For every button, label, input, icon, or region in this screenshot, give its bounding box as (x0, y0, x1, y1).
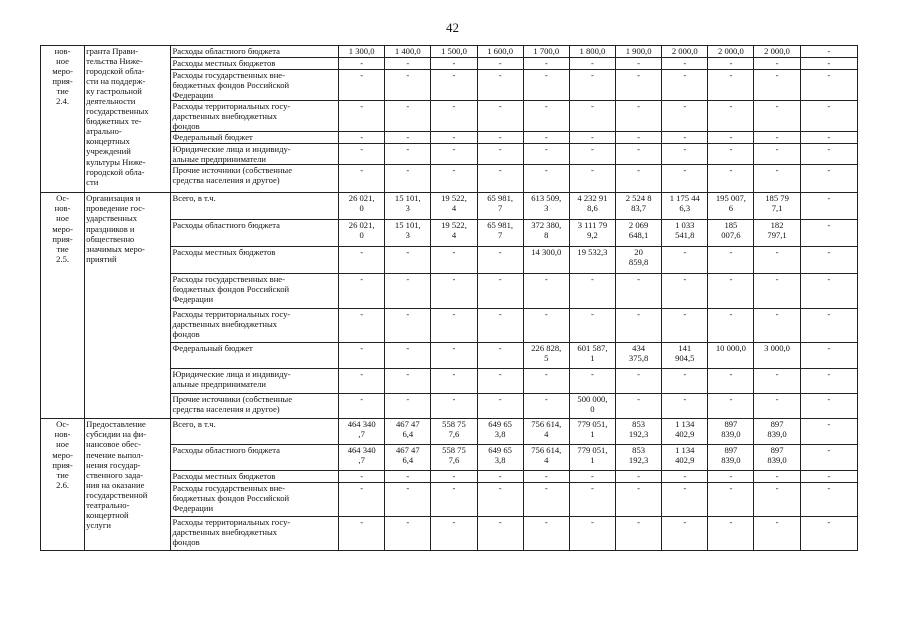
last-value-cell: - (800, 132, 857, 144)
value-cell: - (523, 394, 569, 419)
value-cell: - (569, 517, 615, 551)
value-cell: 4 232 91 8,6 (569, 193, 615, 220)
value-cell: 649 65 3,8 (477, 419, 523, 445)
table-row (41, 46, 858, 58)
value-cell: - (616, 144, 662, 165)
value-cell: - (569, 58, 615, 70)
value-cell: - (431, 471, 477, 483)
funding-source: Федеральный бюджет (171, 343, 339, 369)
last-value-cell: - (800, 394, 857, 419)
value-cell: 756 614, 4 (523, 445, 569, 471)
value-cell: - (708, 247, 754, 274)
value-cell: - (339, 369, 385, 394)
value-cell: 1 900,0 (616, 46, 662, 58)
measure-description: Организация и проведение гос- ударственных праздников и общественно значимых меро- приятий (85, 193, 171, 419)
value-cell: - (477, 247, 523, 274)
value-cell: - (662, 58, 708, 70)
value-cell: - (431, 144, 477, 165)
value-cell: - (754, 369, 800, 394)
value-cell: 2 069 648,1 (616, 220, 662, 247)
value-cell: - (569, 144, 615, 165)
last-value-cell: - (800, 70, 857, 101)
value-cell: 1 134 402,9 (662, 419, 708, 445)
value-cell: - (662, 517, 708, 551)
value-cell: 500 000, 0 (569, 394, 615, 419)
value-cell: - (431, 165, 477, 193)
funding-source: Расходы территориальных госу- дарственных внебюджетных фондов (171, 101, 339, 132)
value-cell: - (431, 101, 477, 132)
budget-table (40, 45, 858, 551)
funding-source: Всего, в т.ч. (171, 193, 339, 220)
value-cell: - (569, 471, 615, 483)
funding-source: Расходы государственных вне- бюджетных фондов Российской Федерации (171, 483, 339, 517)
value-cell: 15 101, 3 (385, 220, 431, 247)
value-cell: - (569, 309, 615, 343)
funding-source: Расходы государственных вне- бюджетных фондов Российской Федерации (171, 70, 339, 101)
value-cell: - (523, 101, 569, 132)
last-value-cell: - (800, 274, 857, 309)
value-cell: 464 340 ,7 (339, 419, 385, 445)
value-cell: - (754, 274, 800, 309)
last-value-cell: - (800, 309, 857, 343)
value-cell: - (708, 144, 754, 165)
value-cell: - (385, 394, 431, 419)
value-cell: 20 859,8 (616, 247, 662, 274)
value-cell: - (385, 70, 431, 101)
value-cell: - (385, 58, 431, 70)
value-cell: - (708, 309, 754, 343)
value-cell: - (708, 471, 754, 483)
value-cell: 853 192,3 (616, 445, 662, 471)
value-cell: - (616, 394, 662, 419)
last-value-cell: - (800, 58, 857, 70)
value-cell: - (754, 101, 800, 132)
value-cell: - (708, 165, 754, 193)
value-cell: - (339, 70, 385, 101)
measure-name: нов- ное меро- прия- тие 2.4. (41, 46, 85, 193)
value-cell: - (431, 58, 477, 70)
last-value-cell: - (800, 343, 857, 369)
value-cell: - (662, 369, 708, 394)
last-value-cell: - (800, 247, 857, 274)
value-cell: - (754, 471, 800, 483)
last-value-cell: - (800, 483, 857, 517)
value-cell: - (616, 471, 662, 483)
value-cell: - (339, 58, 385, 70)
value-cell: - (339, 101, 385, 132)
value-cell: 779 051, 1 (569, 445, 615, 471)
value-cell: - (616, 369, 662, 394)
funding-source: Расходы местных бюджетов (171, 247, 339, 274)
value-cell: 558 75 7,6 (431, 419, 477, 445)
value-cell: - (477, 58, 523, 70)
value-cell: - (385, 144, 431, 165)
last-value-cell: - (800, 517, 857, 551)
value-cell: - (754, 144, 800, 165)
value-cell: 372 380, 8 (523, 220, 569, 247)
value-cell: - (523, 132, 569, 144)
value-cell: - (754, 58, 800, 70)
value-cell: 1 175 44 6,3 (662, 193, 708, 220)
value-cell: - (662, 101, 708, 132)
value-cell: - (662, 471, 708, 483)
value-cell: 226 828, 5 (523, 343, 569, 369)
value-cell: - (477, 274, 523, 309)
value-cell: - (523, 274, 569, 309)
value-cell: 1 134 402,9 (662, 445, 708, 471)
value-cell: 2 524 8 83,7 (616, 193, 662, 220)
value-cell: - (662, 247, 708, 274)
value-cell: - (339, 343, 385, 369)
funding-source: Расходы областного бюджета (171, 46, 339, 58)
value-cell: - (385, 132, 431, 144)
value-cell: - (708, 517, 754, 551)
funding-source: Прочие источники (собственные средства населения и другое) (171, 165, 339, 193)
funding-source: Федеральный бюджет (171, 132, 339, 144)
value-cell: 1 300,0 (339, 46, 385, 58)
value-cell: - (477, 483, 523, 517)
value-cell: 14 300,0 (523, 247, 569, 274)
value-cell: - (662, 394, 708, 419)
value-cell: - (754, 247, 800, 274)
value-cell: - (754, 394, 800, 419)
table-row (41, 419, 858, 445)
value-cell: 65 981, 7 (477, 220, 523, 247)
value-cell: - (754, 309, 800, 343)
value-cell: - (477, 132, 523, 144)
value-cell: - (339, 517, 385, 551)
value-cell: 897 839,0 (708, 445, 754, 471)
value-cell: - (385, 343, 431, 369)
value-cell: - (339, 471, 385, 483)
value-cell: 467 47 6,4 (385, 445, 431, 471)
value-cell: - (616, 165, 662, 193)
funding-source: Расходы территориальных госу- дарственных внебюджетных фондов (171, 309, 339, 343)
value-cell: - (477, 517, 523, 551)
value-cell: - (431, 343, 477, 369)
value-cell: - (431, 483, 477, 517)
last-value-cell: - (800, 369, 857, 394)
value-cell: - (431, 369, 477, 394)
value-cell: - (523, 517, 569, 551)
value-cell: 185 007,6 (708, 220, 754, 247)
value-cell: - (754, 132, 800, 144)
value-cell: - (662, 483, 708, 517)
value-cell: - (708, 132, 754, 144)
funding-source: Расходы областного бюджета (171, 445, 339, 471)
value-cell: 2 000,0 (754, 46, 800, 58)
value-cell: 141 904,5 (662, 343, 708, 369)
value-cell: - (569, 70, 615, 101)
value-cell: - (385, 369, 431, 394)
value-cell: - (616, 483, 662, 517)
value-cell: - (662, 165, 708, 193)
value-cell: 182 797,1 (754, 220, 800, 247)
value-cell: - (662, 309, 708, 343)
last-value-cell: - (800, 445, 857, 471)
value-cell: - (616, 309, 662, 343)
value-cell: - (662, 144, 708, 165)
value-cell: - (385, 165, 431, 193)
value-cell: 779 051, 1 (569, 419, 615, 445)
value-cell: - (385, 309, 431, 343)
funding-source: Расходы областного бюджета (171, 220, 339, 247)
value-cell: 897 839,0 (754, 419, 800, 445)
value-cell: - (431, 309, 477, 343)
last-value-cell: - (800, 46, 857, 58)
funding-source: Юридические лица и индивиду- альные предприниматели (171, 144, 339, 165)
funding-source: Прочие источники (собственные средства населения и другое) (171, 394, 339, 419)
table-body (41, 46, 858, 551)
measure-description: гранта Прави- тельства Ниже- городской обла- сти на поддерж- ку гастрольной деятельности государственных бюджетных те- атрально- концертных учреждений культуры Ниже- городской обла- сти (85, 46, 171, 193)
value-cell: 26 021, 0 (339, 193, 385, 220)
value-cell: 434 375,8 (616, 343, 662, 369)
value-cell: - (754, 165, 800, 193)
value-cell: - (708, 58, 754, 70)
value-cell: 1 700,0 (523, 46, 569, 58)
value-cell: 649 65 3,8 (477, 445, 523, 471)
value-cell: - (616, 132, 662, 144)
last-value-cell: - (800, 144, 857, 165)
value-cell: - (385, 247, 431, 274)
value-cell: - (662, 274, 708, 309)
value-cell: 1 600,0 (477, 46, 523, 58)
value-cell: - (616, 101, 662, 132)
measure-name: Ос- нов- ное меро- прия- тие 2.6. (41, 419, 85, 551)
value-cell: 601 587, 1 (569, 343, 615, 369)
value-cell: - (708, 70, 754, 101)
value-cell: - (616, 274, 662, 309)
table-row (41, 193, 858, 220)
value-cell: - (708, 369, 754, 394)
value-cell: - (477, 70, 523, 101)
value-cell: 467 47 6,4 (385, 419, 431, 445)
value-cell: 19 522, 4 (431, 193, 477, 220)
value-cell: - (477, 343, 523, 369)
funding-source: Всего, в т.ч. (171, 419, 339, 445)
value-cell: - (523, 471, 569, 483)
value-cell: - (708, 274, 754, 309)
value-cell: - (708, 394, 754, 419)
value-cell: - (339, 165, 385, 193)
value-cell: - (477, 101, 523, 132)
value-cell: 897 839,0 (754, 445, 800, 471)
measure-name: Ос- нов- ное меро- прия- тие 2.5. (41, 193, 85, 419)
value-cell: - (523, 70, 569, 101)
funding-source: Расходы местных бюджетов (171, 471, 339, 483)
value-cell: - (431, 394, 477, 419)
funding-source: Расходы государственных вне- бюджетных фондов Российской Федерации (171, 274, 339, 309)
value-cell: - (569, 132, 615, 144)
value-cell: 464 340 ,7 (339, 445, 385, 471)
value-cell: 185 79 7,1 (754, 193, 800, 220)
value-cell: 853 192,3 (616, 419, 662, 445)
value-cell: 19 522, 4 (431, 220, 477, 247)
last-value-cell: - (800, 220, 857, 247)
value-cell: - (385, 101, 431, 132)
value-cell: - (385, 517, 431, 551)
value-cell: 2 000,0 (708, 46, 754, 58)
funding-source: Расходы местных бюджетов (171, 58, 339, 70)
value-cell: - (523, 483, 569, 517)
value-cell: - (523, 309, 569, 343)
value-cell: - (477, 369, 523, 394)
value-cell: 1 033 541,8 (662, 220, 708, 247)
value-cell: - (569, 101, 615, 132)
value-cell: 558 75 7,6 (431, 445, 477, 471)
value-cell: - (339, 274, 385, 309)
value-cell: - (662, 70, 708, 101)
value-cell: - (662, 132, 708, 144)
value-cell: - (477, 144, 523, 165)
value-cell: - (523, 165, 569, 193)
last-value-cell: - (800, 471, 857, 483)
value-cell: 3 000,0 (754, 343, 800, 369)
value-cell: - (431, 247, 477, 274)
value-cell: - (477, 471, 523, 483)
last-value-cell: - (800, 165, 857, 193)
value-cell: - (708, 101, 754, 132)
value-cell: - (477, 309, 523, 343)
value-cell: 756 614, 4 (523, 419, 569, 445)
value-cell: - (523, 144, 569, 165)
value-cell: - (339, 144, 385, 165)
value-cell: 3 111 79 9,2 (569, 220, 615, 247)
value-cell: 26 021, 0 (339, 220, 385, 247)
value-cell: - (385, 483, 431, 517)
value-cell: - (339, 132, 385, 144)
value-cell: - (385, 274, 431, 309)
value-cell: - (339, 394, 385, 419)
value-cell: - (569, 165, 615, 193)
value-cell: 1 400,0 (385, 46, 431, 58)
value-cell: 10 000,0 (708, 343, 754, 369)
value-cell: - (616, 58, 662, 70)
value-cell: - (431, 517, 477, 551)
measure-description: Предоставление субсидии на фи- нансовое обес- печение выпол- нения государ- ственного зада- ния на оказание государственной театрально- концертной услуги (85, 419, 171, 551)
value-cell: 15 101, 3 (385, 193, 431, 220)
last-value-cell: - (800, 419, 857, 445)
value-cell: 2 000,0 (662, 46, 708, 58)
value-cell: - (523, 58, 569, 70)
value-cell: - (569, 274, 615, 309)
value-cell: 897 839,0 (708, 419, 754, 445)
value-cell: - (616, 517, 662, 551)
value-cell: - (754, 517, 800, 551)
value-cell: - (708, 483, 754, 517)
value-cell: - (339, 309, 385, 343)
funding-source: Юридические лица и индивиду- альные предприниматели (171, 369, 339, 394)
value-cell: - (754, 483, 800, 517)
value-cell: - (431, 274, 477, 309)
value-cell: - (339, 483, 385, 517)
value-cell: - (431, 132, 477, 144)
value-cell: - (569, 369, 615, 394)
value-cell: - (339, 247, 385, 274)
value-cell: 613 509, 3 (523, 193, 569, 220)
value-cell: - (569, 483, 615, 517)
value-cell: - (431, 70, 477, 101)
value-cell: - (523, 369, 569, 394)
value-cell: - (616, 70, 662, 101)
value-cell: - (477, 394, 523, 419)
value-cell: - (754, 70, 800, 101)
funding-source: Расходы территориальных госу- дарственных внебюджетных фондов (171, 517, 339, 551)
last-value-cell: - (800, 193, 857, 220)
value-cell: 1 500,0 (431, 46, 477, 58)
value-cell: 19 532,3 (569, 247, 615, 274)
value-cell: - (477, 165, 523, 193)
value-cell: 65 981, 7 (477, 193, 523, 220)
last-value-cell: - (800, 101, 857, 132)
page-number: 42 (446, 20, 459, 35)
value-cell: - (385, 471, 431, 483)
value-cell: 1 800,0 (569, 46, 615, 58)
value-cell: 195 007, 6 (708, 193, 754, 220)
